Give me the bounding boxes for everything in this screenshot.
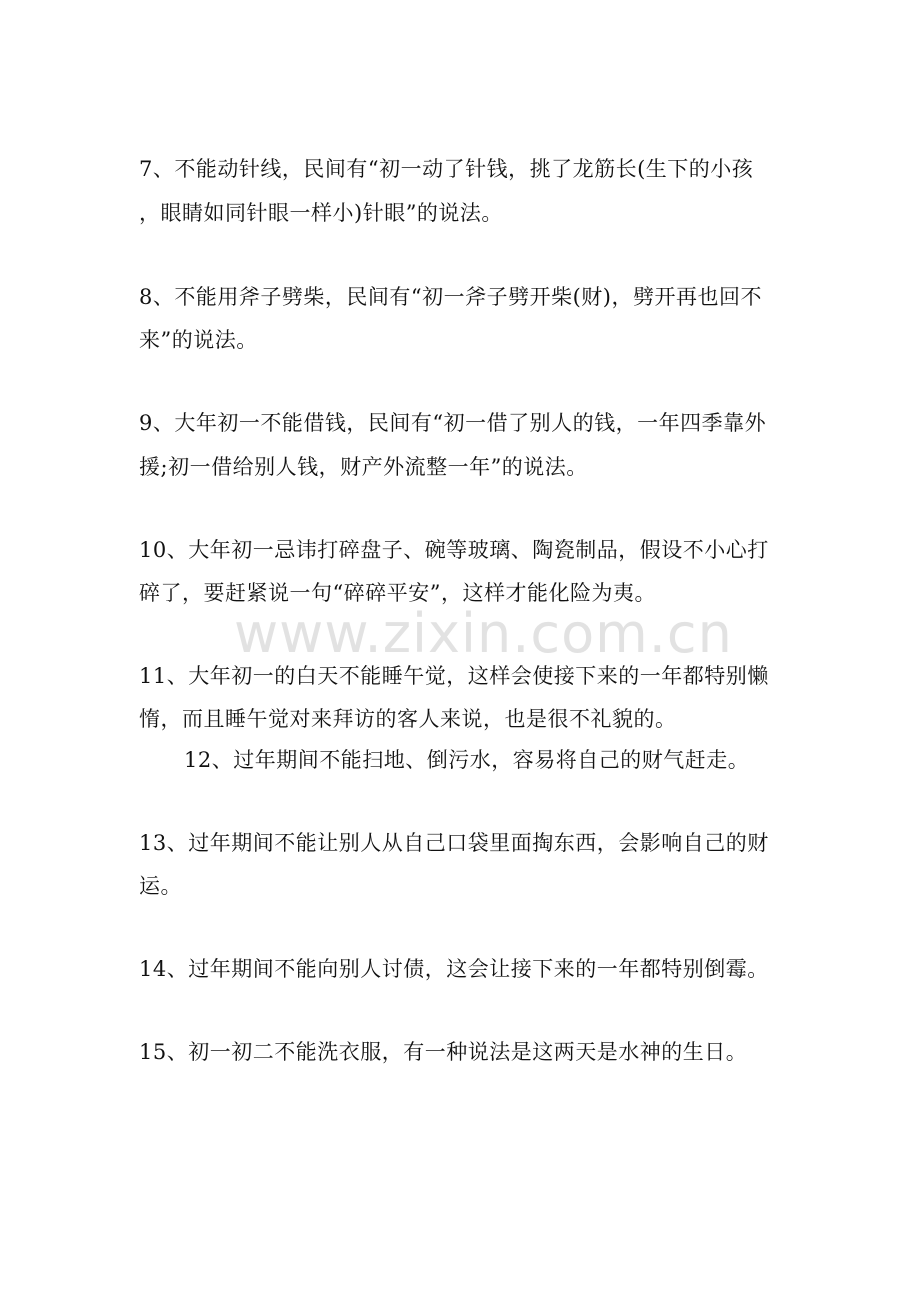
item-14-line-1: 14、过年期间不能向别人讨债，这会让接下来的一年都特别倒霉。 (139, 957, 769, 981)
item-11-line-1: 11、大年初一的白天不能睡午觉，这样会使接下来的一年都特别懒 (139, 664, 769, 688)
item-7-line-1: 7、不能动针线，民间有“初一动了针钱，挑了龙筋长(生下的小孩 (139, 157, 754, 181)
item-9-line-1: 9、大年初一不能借钱，民间有“初一借了别人的钱，一年四季靠外 (139, 411, 767, 435)
item-7-line-2: ，眼睛如同针眼一样小)针眼”的说法。 (139, 201, 503, 225)
item-10-line-2: 碎了，要赶紧说一句“碎碎平安”，这样才能化险为夷。 (139, 581, 656, 605)
item-8-line-2: 来”的说法。 (139, 328, 258, 352)
item-12-line-1: 12、过年期间不能扫地、倒污水，容易将自己的财气赶走。 (184, 748, 750, 772)
item-8-line-1: 8、不能用斧子劈柴，民间有“初一斧子劈开柴(财)，劈开再也回不 (139, 285, 762, 309)
item-9-line-2: 援;初一借给别人钱，财产外流整一年”的说法。 (139, 455, 588, 479)
item-15-line-1: 15、初一初二不能洗衣服，有一种说法是这两天是水神的生日。 (139, 1040, 748, 1064)
item-13-line-2: 运。 (139, 874, 182, 898)
item-11-line-2: 惰，而且睡午觉对来拜访的客人来说，也是很不礼貌的。 (139, 707, 677, 731)
watermark: www.zixin.com.cn (234, 602, 733, 665)
item-13-line-1: 13、过年期间不能让别人从自己口袋里面掏东西，会影响自己的财 (139, 831, 769, 855)
item-10-line-1: 10、大年初一忌讳打碎盘子、碗等玻璃、陶瓷制品，假设不小心打 (139, 538, 769, 562)
